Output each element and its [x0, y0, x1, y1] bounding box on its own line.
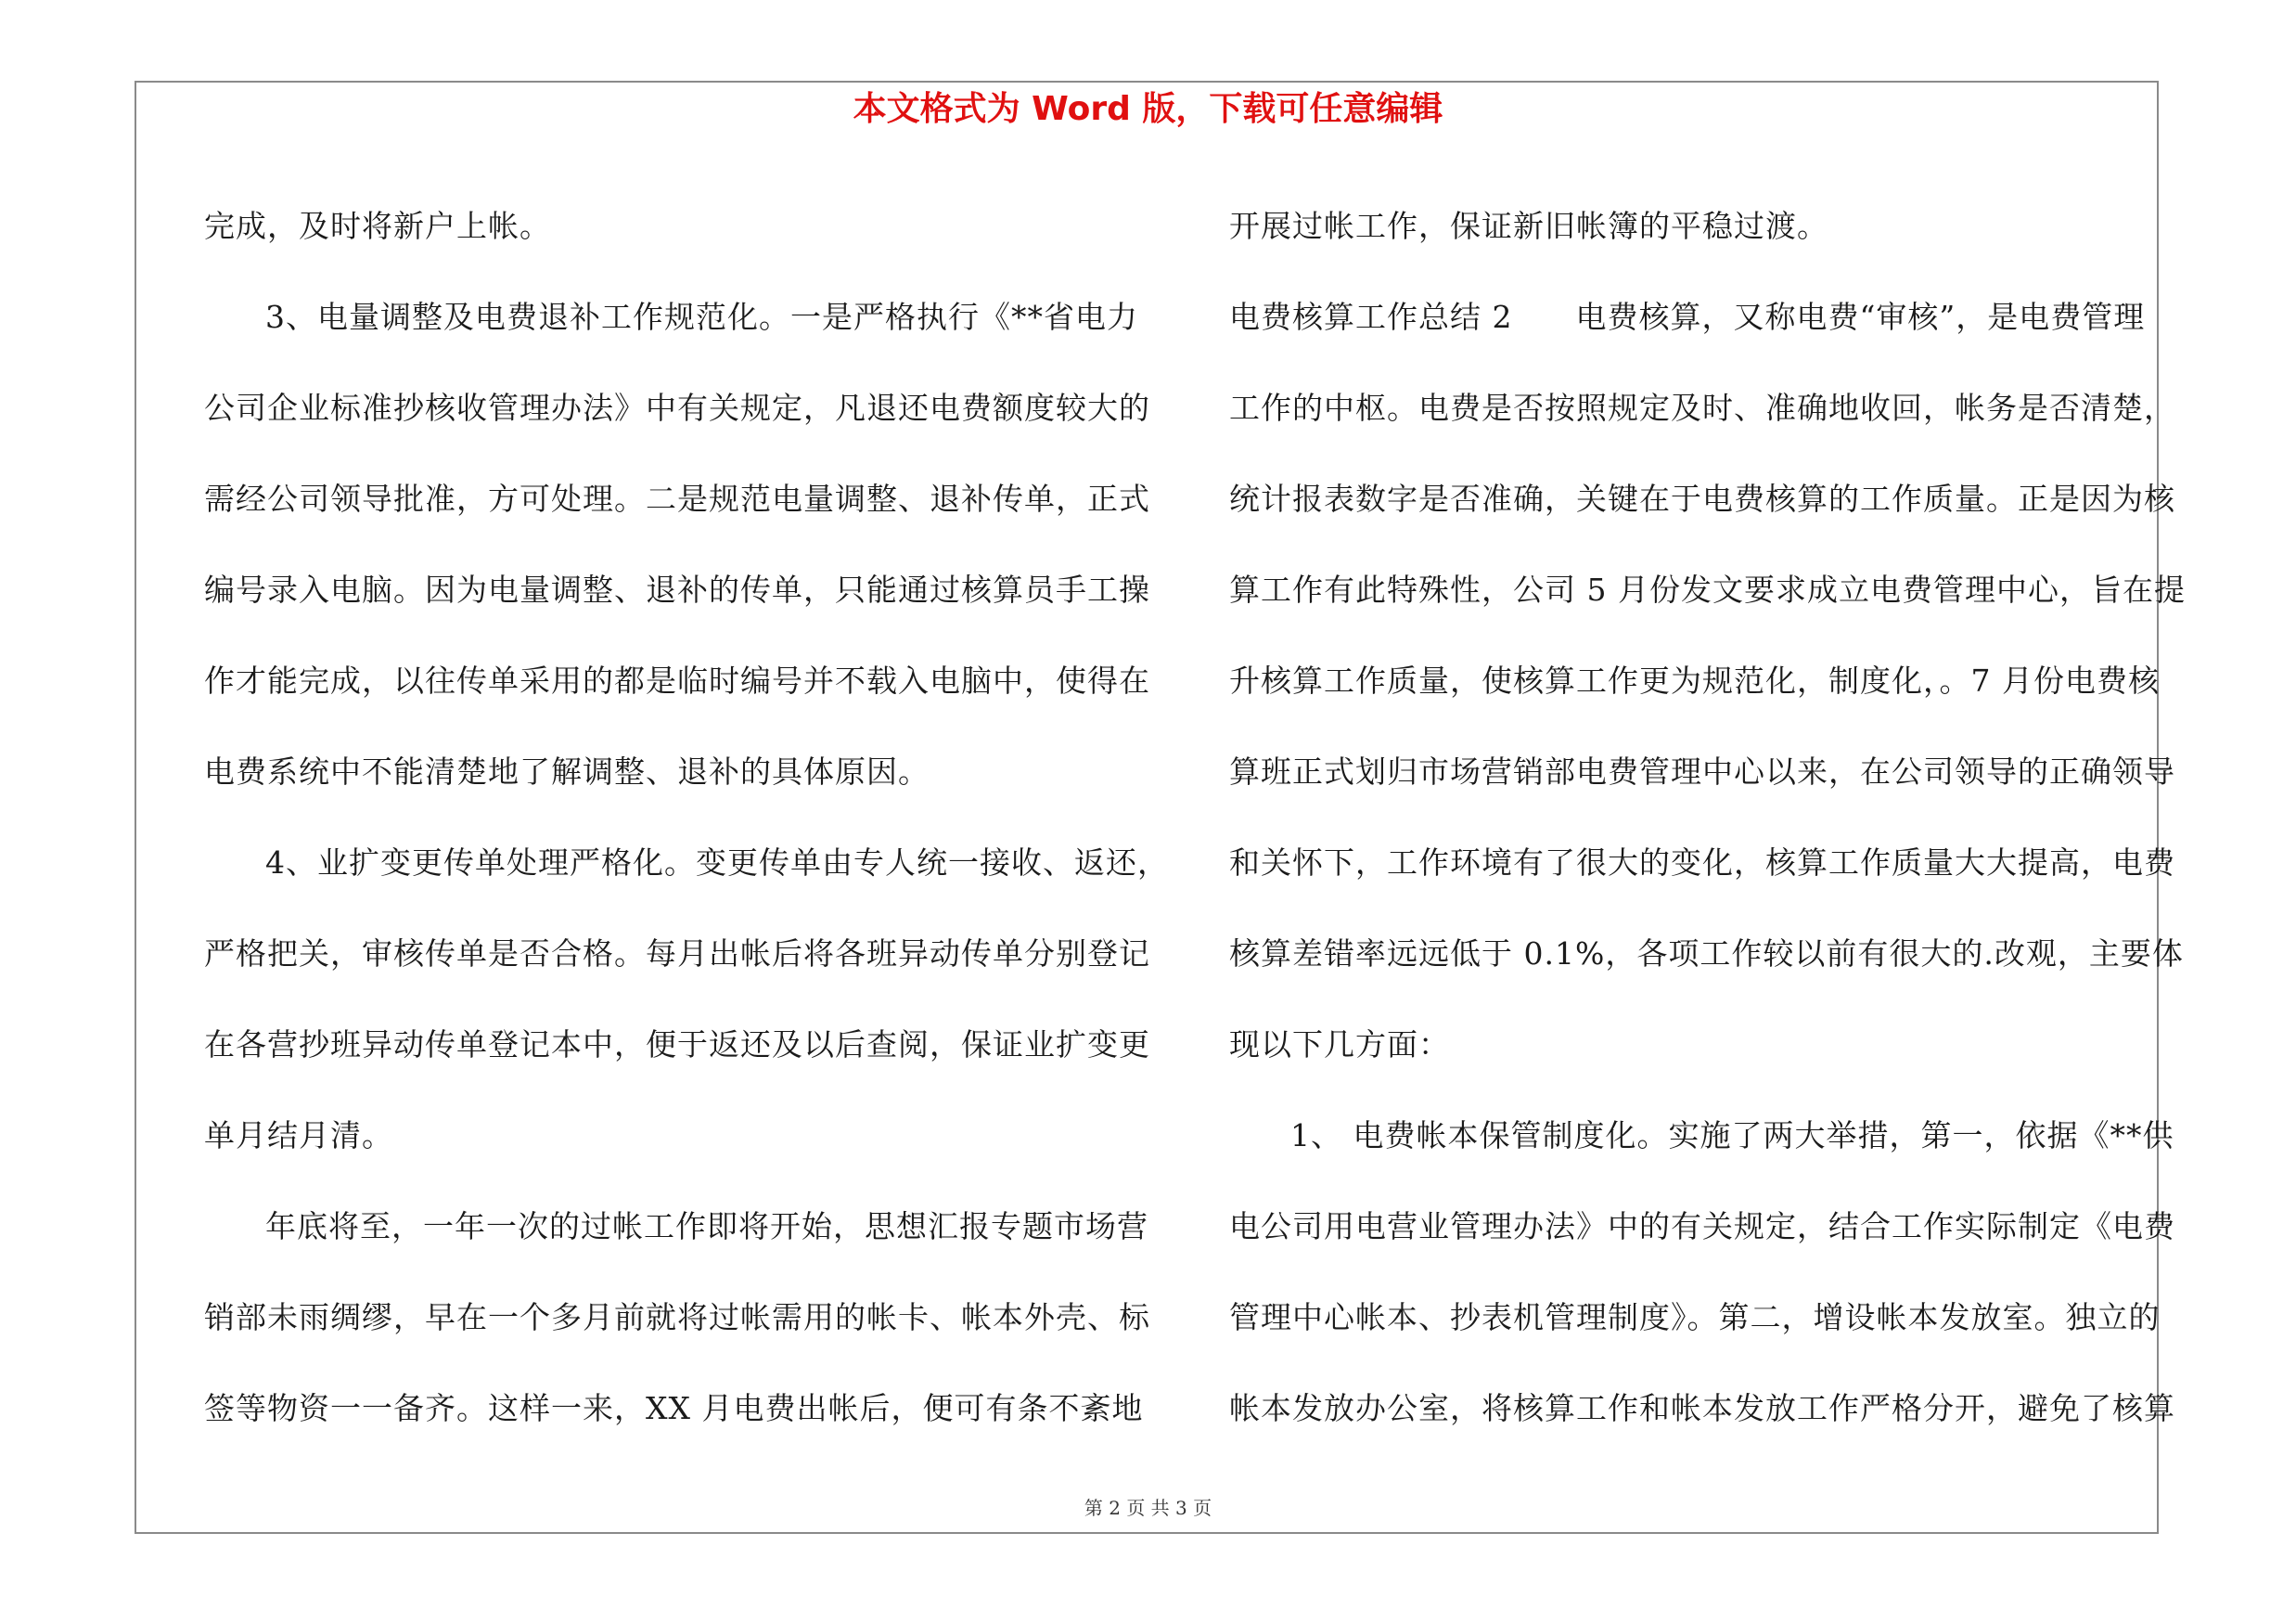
- word-format-banner: 本文格式为 Word 版，下载可任意编辑: [853, 90, 1443, 128]
- text-line: 签等物资一一备齐。这样一来，XX 月电费出帐后，便可有条不紊地: [204, 1390, 1144, 1426]
- text-line: 算工作有此特殊性，公司 5 月份发文要求成立电费管理中心，旨在提: [1229, 572, 2186, 608]
- text-line: 需经公司领导批准，方可处理。二是规范电量调整、退补传单，正式: [204, 481, 1150, 517]
- text-line: 在各营抄班异动传单登记本中，便于返还及以后查阅，保证业扩变更: [204, 1026, 1150, 1063]
- text-line: 年底将至，一年一次的过帐工作即将开始，思想汇报专题市场营: [265, 1208, 1148, 1244]
- text-line: 升核算工作质量，使核算工作更为规范化，制度化，。7 月份电费核: [1229, 663, 2160, 699]
- left-text-column: [204, 181, 1169, 1454]
- text-line: 严格把关，审核传单是否合格。每月出帐后将各班异动传单分别登记: [204, 935, 1150, 972]
- text-line: 编号录入电脑。因为电量调整、退补的传单，只能通过核算员手工操: [204, 572, 1150, 608]
- text-line: 1、 电费帐本保管制度化。实施了两大举措，第一，依据《**供: [1290, 1117, 2174, 1153]
- text-line: 管理中心帐本、抄表机管理制度》。第二，增设帐本发放室。独立的: [1229, 1299, 2161, 1335]
- text-line: 和关怀下，工作环境有了很大的变化，核算工作质量大大提高，电费: [1229, 844, 2175, 881]
- text-line: 算班正式划归市场营销部电费管理中心以来，在公司领导的正确领导: [1229, 754, 2175, 790]
- text-line: 电公司用电营业管理办法》中的有关规定，结合工作实际制定《电费: [1229, 1208, 2175, 1244]
- text-line: 工作的中枢。电费是否按照规定及时、准确地收回，帐务是否清楚，: [1229, 390, 2175, 426]
- text-line: 现以下几方面：: [1229, 1026, 1450, 1063]
- text-line: 开展过帐工作，保证新旧帐簿的平稳过渡。: [1229, 208, 1828, 244]
- text-line: 单月结月清。: [204, 1117, 393, 1153]
- text-line: 3、电量调整及电费退补工作规范化。一是严格执行《**省电力: [265, 299, 1138, 335]
- text-line: 作才能完成，以往传单采用的都是临时编号并不载入电脑中，使得在: [204, 663, 1150, 699]
- text-line: 完成，及时将新户上帐。: [204, 208, 551, 244]
- text-line: 统计报表数字是否准确，关键在于电费核算的工作质量。正是因为核: [1229, 481, 2175, 517]
- text-line: 4、业扩变更传单处理严格化。变更传单由专人统一接收、返还，: [265, 844, 1169, 881]
- text-line: 帐本发放办公室，将核算工作和帐本发放工作严格分开，避免了核算: [1229, 1390, 2175, 1426]
- text-line: 销部未雨绸缪，早在一个多月前就将过帐需用的帐卡、帐本外壳、标: [204, 1299, 1150, 1335]
- page-number-footer: 第 2 页 共 3 页: [1084, 1497, 1212, 1519]
- right-text-column: [1229, 181, 2186, 1454]
- text-line: 核算差错率远远低于 0.1%，各项工作较以前有很大的.改观，主要体: [1229, 935, 2184, 972]
- text-line: 公司企业标准抄核收管理办法》中有关规定，凡退还电费额度较大的: [204, 390, 1150, 426]
- text-line: 电费系统中不能清楚地了解调整、退补的具体原因。: [204, 754, 930, 790]
- section-heading-line: 电费核算工作总结 2 电费核算，又称电费“审核”，是电费管理: [1229, 299, 2146, 335]
